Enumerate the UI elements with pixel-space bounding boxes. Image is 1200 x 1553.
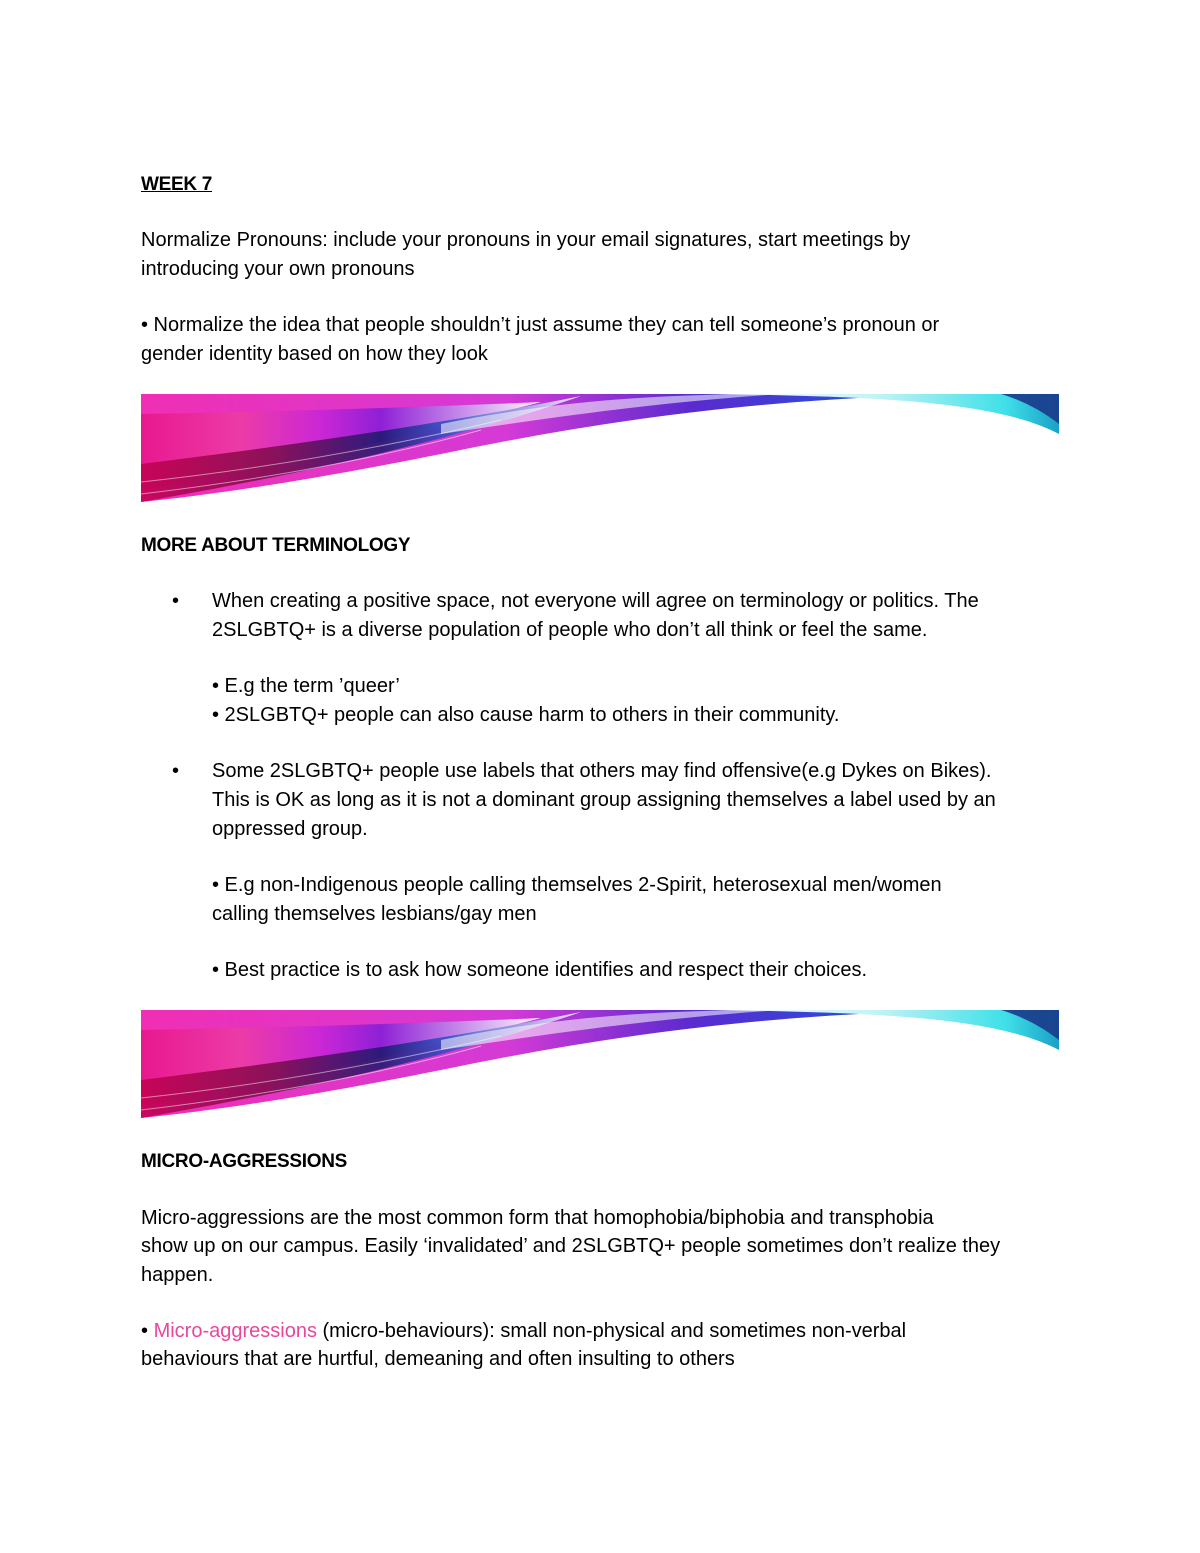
micro-aggressions-term: Micro-aggressions [153,1320,317,1342]
terminology-sub-bullet-queer: • E.g the term ’queer’ [212,675,400,697]
pronouns-paragraph-line-2: introducing your own pronouns [141,258,415,280]
terminology-bullet-2-line-2: This is OK as long as it is not a dominant group assigning themselves a label used by an [212,789,996,811]
micro-definition-line-1 [141,1317,906,1346]
micro-paragraph-line-1: Micro-aggressions are the most common form that homophobia/biphobia and transphobia [141,1207,934,1229]
micro-aggressions-title: MICRO-AGGRESSIONS [141,1151,348,1172]
terminology-sub-bullet-example-line-2: calling themselves lesbians/gay men [212,903,537,925]
terminology-bullet-1-line-1: When creating a positive space, not everyone will agree on terminology or politics. The [212,590,979,612]
micro-definition-text: (micro-behaviours): small non-physical and sometimes non-verbal [316,1320,907,1342]
terminology-sub-bullet-best-practice: • Best practice is to ask how someone identifies and respect their choices. [212,959,868,981]
terminology-title: MORE ABOUT TERMINOLOGY [141,535,411,556]
decorative-wave-banner [141,1010,1059,1118]
micro-paragraph-line-3: happen. [141,1264,214,1286]
pronouns-paragraph-line-1: Normalize Pronouns: include your pronouns in your email signatures, start meetings by [141,229,911,251]
terminology-bullet-1-line-2: 2SLGBTQ+ is a diverse population of people who don’t all think or feel the same. [212,619,928,641]
terminology-bullet-2-line-1: Some 2SLGBTQ+ people use labels that others may find offensive(e.g Dykes on Bikes). [212,760,992,782]
bullet-icon: • [172,590,180,612]
micro-definition-bullet: • [141,1320,154,1342]
week-title: WEEK 7 [141,174,213,195]
assume-paragraph-line-1: • Normalize the idea that people shouldn’t just assume they can tell someone’s pronoun or [141,314,940,336]
terminology-sub-bullet-harm: • 2SLGBTQ+ people can also cause harm to others in their community. [212,704,840,726]
assume-paragraph-line-2: gender identity based on how they look [141,343,488,365]
terminology-bullet-2-line-3: oppressed group. [212,818,368,840]
decorative-wave-banner [141,394,1059,502]
micro-paragraph-line-2: show up on our campus. Easily ‘invalidated’ and 2SLGBTQ+ people sometimes don’t realize they [141,1235,1001,1257]
bullet-icon: • [172,760,180,782]
micro-definition-line-2: behaviours that are hurtful, demeaning and often insulting to others [141,1348,735,1370]
terminology-sub-bullet-example-line-1: • E.g non-Indigenous people calling themselves 2-Spirit, heterosexual men/women [212,874,942,896]
